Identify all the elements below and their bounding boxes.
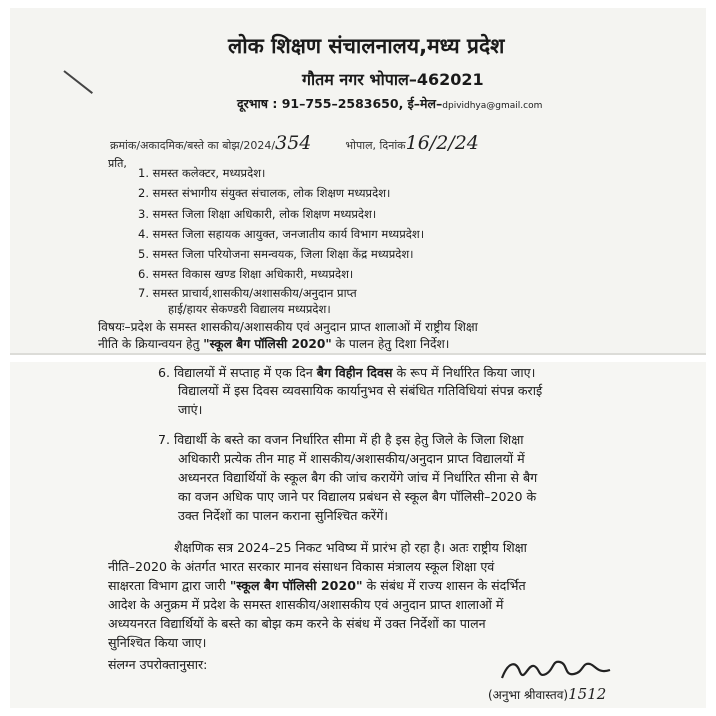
paragraph-line-4: आदेश के अनुक्रम में प्रदेश के समस्त शासकीय/अशासकीय एवं अनुदान प्राप्त शालाओं में <box>108 597 504 612</box>
point-7-line-5: उक्त निर्देशों का पालन कराना सुनिश्चित करेंगें। <box>178 508 389 523</box>
phone-text: दूरभाष : 91–755–2583650, ई–मेल– <box>237 96 443 111</box>
paragraph-text-end: के संबंध में राज्य शासन के संदर्भित <box>362 578 526 593</box>
subject-text: नीति के क्रियान्वयन हेतु <box>98 337 204 351</box>
subject-line-2 <box>98 338 449 350</box>
recipient-item: 1. समस्त कलेक्टर, मध्यप्रदेश। <box>138 166 266 180</box>
point-6-line-3: जाएं। <box>178 402 203 417</box>
point-7-line-3: अध्यनरत विद्यार्थियों के स्कूल बैग की जांच करायेंगे जांच में निर्धारित सीना से बैग <box>178 470 538 485</box>
point-6-text-end: के रूप में निर्धारित किया जाए। <box>392 365 536 380</box>
handwritten-ref-number: 354 <box>275 132 312 154</box>
reference-place: भोपाल, दिनांक <box>345 139 406 152</box>
reference-line <box>110 134 479 153</box>
subject-line-1: विषयः–प्रदेश के समस्त शासकीय/अशासकीय एवं अनुदान प्राप्त शालाओं में राष्ट्रीय शिक्षा <box>98 320 478 334</box>
point-7-line-2: अधिकारी प्रत्येक तीन माह में शासकीय/अशासकीय/अनुदान प्राप्त विद्यालयों में <box>178 451 525 466</box>
pen-stroke <box>63 70 93 94</box>
handwritten-suffix: 1512 <box>568 685 607 703</box>
paragraph-text: साक्षरता विभाग द्वारा जारी <box>108 578 230 593</box>
policy-name: "स्कूल बैग पॉलिसी 2020" <box>229 578 363 593</box>
recipient-item: 3. समस्त जिला शिक्षा अधिकारी, लोक शिक्षण मध्यप्रदेश। <box>138 207 377 221</box>
department-title: लोक शिक्षण संचालनालय,मध्य प्रदेश <box>228 34 505 58</box>
reference-prefix: क्रमांक/अकादमिक/बस्ते का बोझ/2024/ <box>110 139 276 152</box>
recipient-item: 2. समस्त संभागीय संयुक्त संचालक, लोक शिक्षण मध्यप्रदेश। <box>138 186 391 200</box>
point-6-line-2: विद्यालयों में इस दिवस व्यवसायिक कार्यानुभव से संबंधित गतिविधियां संपन्न कराई <box>178 383 543 398</box>
paragraph-line-5: अध्ययनरत विद्यार्थियों के बस्ते का बोझ कम करने के संबंध में उक्त निर्देशों का पालन <box>108 616 486 631</box>
paragraph-line-2: नीति–2020 के अंतर्गत भारत सरकार मानव संसाधन विकास मंत्रालय स्कूल शिक्षा एवं <box>108 559 495 574</box>
letter-bottom-panel <box>10 362 706 708</box>
enclosure-note: संलग्न उपरोक्तानुसार: <box>108 657 208 672</box>
recipient-item-continued: हाई/हायर सेकण्डरी विद्यालय मध्यप्रदेश। <box>168 302 331 316</box>
signatory-line <box>488 687 606 702</box>
point-7-line-1: 7. विद्यार्थी के बस्ते का वजन निर्धारित सीमा में ही है इस हेतु जिले के जिला शिक्षा <box>158 432 524 447</box>
signatory-name: (अनुभा श्रीवास्तव) <box>488 688 569 702</box>
salutation: प्रति, <box>108 157 127 170</box>
paragraph-line-3 <box>108 580 526 593</box>
policy-name: "स्कूल बैग पॉलिसी 2020" <box>203 337 332 351</box>
contact-line <box>237 98 542 111</box>
point-6-text: 6. विद्यालयों में सप्ताह में एक दिन <box>158 365 317 380</box>
handwritten-date: 16/2/24 <box>405 132 479 154</box>
paragraph-line-1: शैक्षणिक सत्र 2024–25 निकट भविष्य में प्रारंभ हो रहा है। अतः राष्ट्रीय शिक्षा <box>174 540 527 555</box>
department-address: गौतम नगर भोपाल–462021 <box>302 70 484 89</box>
bag-free-day: बैग विहीन दिवस <box>316 365 393 380</box>
email-text: dpividhya@gmail.com <box>442 101 543 111</box>
recipient-item: 6. समस्त विकास खण्ड शिक्षा अधिकारी, मध्यप्रदेश। <box>138 267 354 281</box>
recipient-item: 4. समस्त जिला सहायक आयुक्त, जनजातीय कार्य विभाग मध्यप्रदेश। <box>138 227 425 241</box>
paragraph-line-6: सुनिश्चित किया जाए। <box>108 635 207 650</box>
signature-scribble <box>498 652 618 686</box>
subject-text-end: के पालन हेतु दिशा निर्देश। <box>331 337 450 351</box>
recipient-item: 7. समस्त प्राचार्य,शासकीय/अशासकीय/अनुदान प्राप्त <box>138 286 357 300</box>
recipient-item: 5. समस्त जिला परियोजना समन्वयक, जिला शिक्षा केंद्र मध्यप्रदेश। <box>138 247 414 261</box>
point-7-line-4: का वजन अधिक पाए जाने पर विद्यालय प्रबंधन से स्कूल बैग पॉलिसी–2020 के <box>178 489 537 504</box>
letter-top-panel <box>10 8 706 355</box>
point-6-line-1 <box>158 367 535 380</box>
